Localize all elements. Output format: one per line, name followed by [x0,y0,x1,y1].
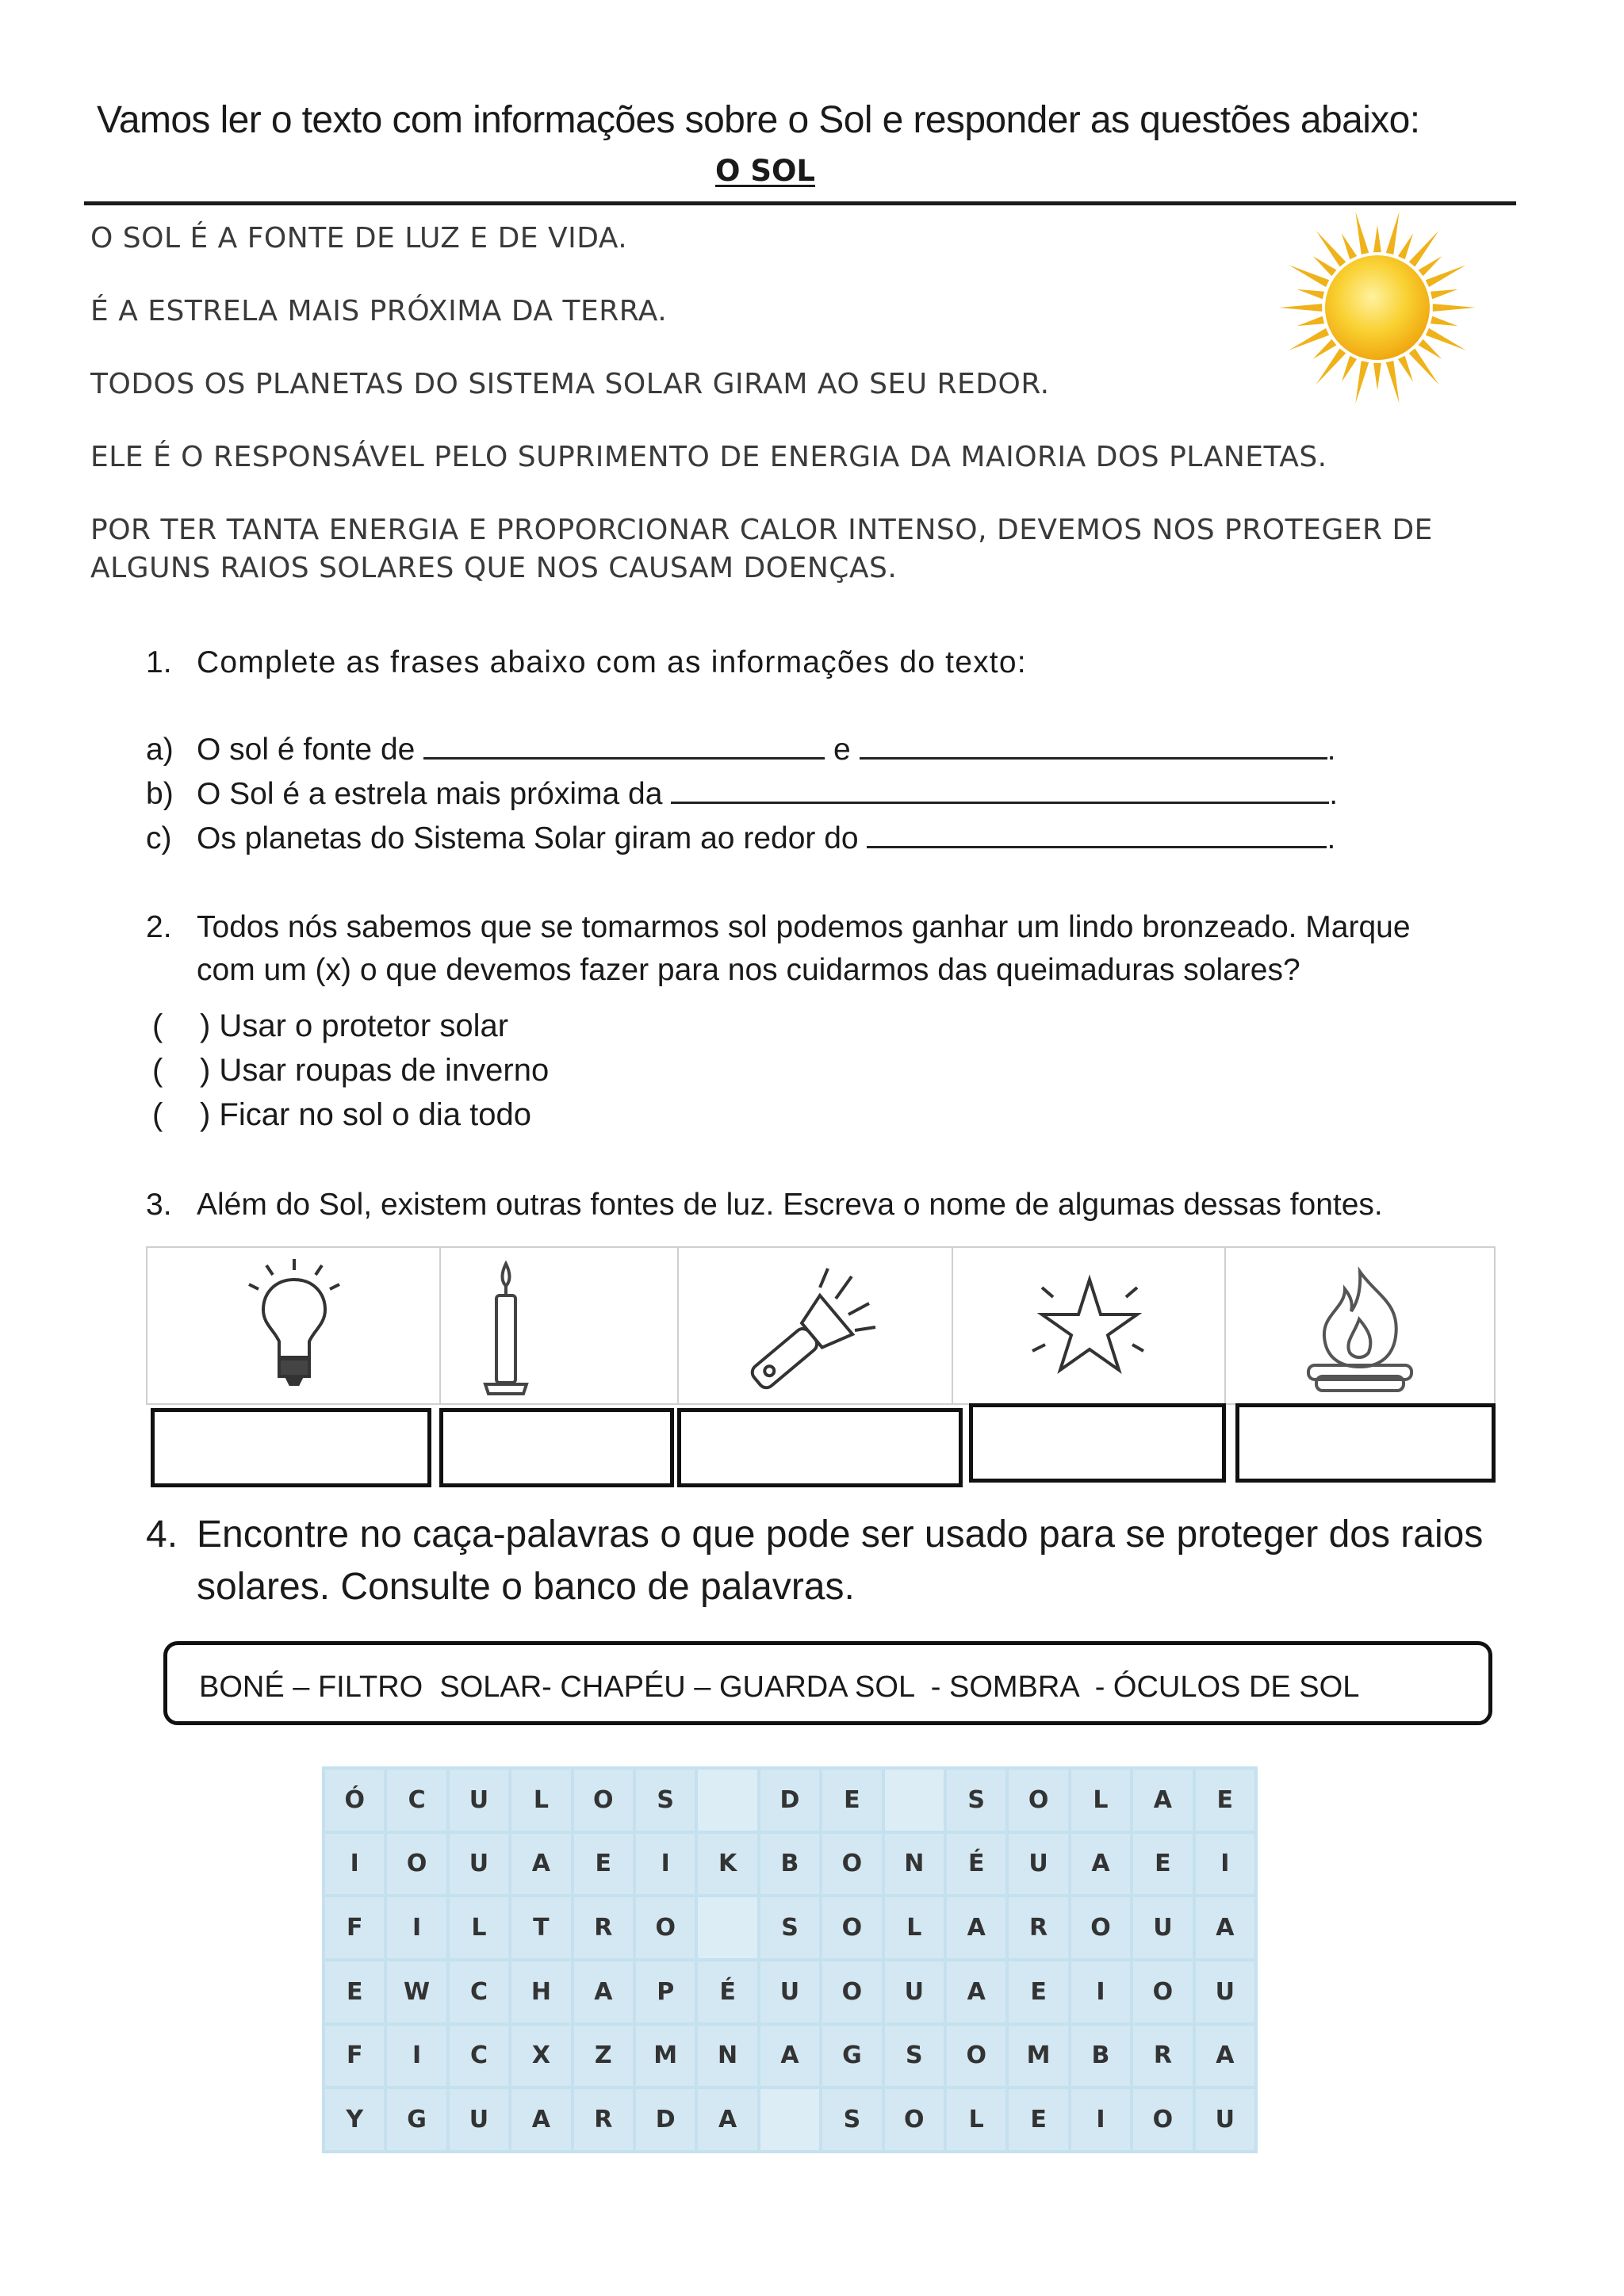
grid-cell[interactable]: P [636,1961,695,2022]
q1b-line [197,777,1338,812]
grid-cell[interactable]: E [1009,2089,1067,2150]
candle-icon [439,1246,680,1405]
grid-cell[interactable]: Z [574,2026,633,2087]
grid-cell[interactable]: É [947,1834,1005,1895]
q1c-line [197,821,1335,856]
grid-cell[interactable]: O [822,1834,881,1895]
light-bulb-icon [146,1246,442,1405]
grid-cell[interactable]: I [1071,2089,1130,2150]
option-checkbox[interactable]: ( [152,1053,163,1088]
q1c-letter: c) [146,821,172,855]
grid-cell[interactable]: A [1071,1834,1130,1895]
grid-cell[interactable]: N [885,1834,944,1895]
grid-cell[interactable]: L [947,2089,1005,2150]
grid-cell[interactable]: O [1133,2089,1192,2150]
sun-ray [1433,304,1476,312]
grid-cell[interactable]: T [511,1897,570,1958]
grid-cell[interactable]: O [1133,1961,1192,2022]
q1c-blank[interactable] [867,825,1327,848]
grid-cell[interactable]: U [1196,1961,1254,2022]
sun-ray [1342,356,1357,382]
grid-cell[interactable]: C [450,1961,508,2022]
grid-cell[interactable]: O [1009,1770,1067,1831]
q1a-end: . [1327,733,1336,767]
grid-cell[interactable]: O [822,1897,881,1958]
grid-cell[interactable]: U [760,1961,819,2022]
grid-cell[interactable]: E [574,1834,633,1895]
q2-line-1: Todos nós sabemos que se tomarmos sol podemos ganhar um lindo bronzeado. Marque [197,910,1411,944]
intro-instruction: Vamos ler o texto com informações sobre o Sol e responder as questões abaixo: [97,99,1420,141]
grid-cell[interactable]: K [698,1834,756,1895]
grid-cell[interactable]: Ó [325,1770,384,1831]
q1b-end: . [1329,777,1339,811]
reading-line-1: O SOL É A FONTE DE LUZ E DE VIDA. [90,222,628,254]
grid-cell[interactable]: M [1009,2026,1067,2087]
grid-cell[interactable]: F [325,1897,384,1958]
q1b-text: O Sol é a estrela mais próxima da [197,777,663,811]
grid-cell[interactable]: R [1133,2026,1192,2087]
grid-cell[interactable]: X [511,2026,570,2087]
grid-cell[interactable] [885,1770,944,1831]
grid-cell[interactable]: L [1071,1770,1130,1831]
grid-cell[interactable]: U [885,1961,944,2022]
sun-ray [1297,289,1324,299]
sun-ray [1297,316,1324,326]
grid-cell[interactable]: A [1196,2026,1254,2087]
q1a-line [197,733,1335,767]
sun-ray [1419,339,1442,359]
q3-text: Além do Sol, existem outras fontes de luz. Escreva o nome de algumas dessas fontes. [197,1188,1383,1222]
reading-line-5: POR TER TANTA ENERGIA E PROPORCIONAR CALOR INTENSO, DEVEMOS NOS PROTEGER DE [90,514,1433,546]
grid-cell[interactable]: E [1133,1834,1192,1895]
q1-number: 1. [146,645,172,679]
sun-ray [1342,233,1357,259]
sun-ray [1398,356,1413,382]
sun-ray [1373,363,1381,390]
sun-ray [1313,256,1337,276]
grid-cell[interactable]: R [574,2089,633,2150]
sun-ray [1426,328,1466,350]
grid-cell[interactable]: C [387,1770,446,1831]
sun-ray [1386,361,1400,404]
grid-cell[interactable]: I [1071,1961,1130,2022]
grid-cell[interactable]: I [387,2026,446,2087]
q2-number: 2. [146,910,172,944]
grid-cell[interactable]: A [698,2089,756,2150]
option-checkbox[interactable]: ( [152,1097,163,1132]
q1a-text: O sol é fonte de [197,733,416,767]
q4-number: 4. [146,1513,178,1556]
grid-cell[interactable]: A [947,1897,1005,1958]
answer-box-2[interactable] [439,1408,674,1487]
reading-line-4: ELE É O RESPONSÁVEL PELO SUPRIMENTO DE ENERGIA DA MAIORIA DOS PLANETAS. [90,441,1327,473]
q3-number: 3. [146,1188,172,1222]
campfire-icon [1224,1246,1496,1405]
q1b-letter: b) [146,777,174,811]
grid-cell[interactable]: R [574,1897,633,1958]
grid-cell[interactable]: Y [325,2089,384,2150]
reading-line-6: ALGUNS RAIOS SOLARES QUE NOS CAUSAM DOENÇAS. [90,552,898,584]
flashlight-icon [677,1246,955,1405]
grid-cell[interactable]: U [450,1770,508,1831]
grid-cell[interactable]: I [387,1897,446,1958]
grid-cell[interactable]: I [325,1834,384,1895]
grid-cell[interactable]: A [760,2026,819,2087]
grid-cell[interactable]: A [1133,1770,1192,1831]
grid-cell[interactable]: S [822,2089,881,2150]
grid-cell[interactable]: B [760,1834,819,1895]
grid-cell[interactable]: U [450,1834,508,1895]
grid-cell[interactable]: S [947,1770,1005,1831]
sun-ray [1431,316,1457,326]
sun-ray [1426,265,1466,287]
q2-option-3[interactable] [152,1097,531,1133]
sun-ray [1386,212,1400,254]
grid-cell[interactable]: F [325,2026,384,2087]
grid-cell[interactable]: U [1133,1897,1192,1958]
grid-cell[interactable]: S [636,1770,695,1831]
option-label: ) Usar o protetor solar [200,1008,509,1043]
reading-line-2: É A ESTRELA MAIS PRÓXIMA DA TERRA. [90,295,668,327]
reading-line-3: TODOS OS PLANETAS DO SISTEMA SOLAR GIRAM AO SEU REDOR. [90,368,1050,400]
sun-ray [1355,212,1369,254]
title-divider [84,201,1516,205]
q1a-blank-1[interactable] [423,737,825,760]
sun-ray [1431,289,1457,299]
sun-ray [1289,265,1329,287]
grid-cell[interactable]: H [511,1961,570,2022]
sun-ray [1398,233,1413,259]
grid-cell[interactable]: A [947,1961,1005,2022]
grid-cell[interactable]: A [511,1834,570,1895]
grid-cell[interactable]: W [387,1961,446,2022]
grid-cell[interactable]: E [1009,1961,1067,2022]
grid-cell[interactable]: G [822,2026,881,2087]
grid-cell[interactable]: S [760,1897,819,1958]
grid-cell[interactable]: I [1196,1834,1254,1895]
grid-cell[interactable]: C [450,2026,508,2087]
star-icon [952,1246,1228,1405]
sun-ray [1313,339,1337,359]
q1a-letter: a) [146,733,174,767]
grid-cell[interactable]: M [636,2026,695,2087]
word-search-grid[interactable] [322,1766,1258,2153]
grid-cell[interactable]: I [636,1834,695,1895]
word-bank: BONÉ – FILTRO SOLAR- CHAPÉU – GUARDA SOL - SOMBRA - ÓCULOS DE SOL [163,1641,1492,1725]
grid-cell[interactable]: O [636,1897,695,1958]
grid-cell[interactable]: L [511,1770,570,1831]
grid-cell[interactable]: D [636,2089,695,2150]
q1-text: Complete as frases abaixo com as informações do texto: [197,645,1027,679]
grid-cell[interactable]: U [1196,2089,1254,2150]
q2-option-2[interactable] [152,1053,549,1089]
option-checkbox[interactable]: ( [152,1008,163,1043]
answer-box-4[interactable] [969,1403,1226,1483]
grid-cell[interactable]: L [450,1897,508,1958]
sun-ray [1419,256,1442,276]
grid-cell[interactable]: A [1196,1897,1254,1958]
q4-line-2: solares. Consulte o banco de palavras. [197,1566,855,1608]
q1c-end: . [1327,821,1336,855]
text-title: O SOL [714,154,815,188]
grid-cell[interactable]: A [511,2089,570,2150]
grid-cell[interactable]: O [947,2026,1005,2087]
grid-cell[interactable]: R [1009,1897,1067,1958]
sun-icon [1270,208,1484,408]
q2-option-1[interactable] [152,1008,508,1044]
q1a-blank-2[interactable] [860,737,1327,760]
grid-cell[interactable] [698,1897,756,1958]
grid-cell[interactable] [760,2089,819,2150]
grid-cell[interactable]: O [1071,1897,1130,1958]
grid-cell[interactable]: O [574,1770,633,1831]
grid-cell[interactable]: E [822,1770,881,1831]
grid-cell[interactable]: É [698,1961,756,2022]
grid-cell[interactable]: O [387,1834,446,1895]
sun-ray [1373,225,1381,252]
grid-cell[interactable] [698,1770,756,1831]
answer-box-3[interactable] [677,1408,963,1487]
grid-cell[interactable]: O [885,2089,944,2150]
q2-line-2: com um (x) o que devemos fazer para nos cuidarmos das queimaduras solares? [197,953,1300,987]
grid-cell[interactable]: O [822,1961,881,2022]
q4-line-1: Encontre no caça-palavras o que pode ser usado para se proteger dos raios [197,1513,1484,1556]
grid-cell[interactable]: L [885,1897,944,1958]
grid-cell[interactable]: N [698,2026,756,2087]
grid-cell[interactable]: B [1071,2026,1130,2087]
option-label: ) Ficar no sol o dia todo [200,1097,531,1132]
grid-cell[interactable]: G [387,2089,446,2150]
grid-cell[interactable]: U [450,2089,508,2150]
grid-cell[interactable]: D [760,1770,819,1831]
q1a-conj: e [833,733,851,767]
q1b-blank[interactable] [671,781,1329,804]
sun-ray [1355,361,1369,404]
answer-box-1[interactable] [151,1408,431,1487]
grid-cell[interactable]: E [325,1961,384,2022]
sun-ray [1289,328,1329,350]
option-label: ) Usar roupas de inverno [200,1053,550,1088]
answer-box-5[interactable] [1235,1403,1496,1483]
sun-ray [1279,304,1322,312]
grid-cell[interactable]: E [1196,1770,1254,1831]
q1c-text: Os planetas do Sistema Solar giram ao redor do [197,821,859,855]
grid-cell[interactable]: S [885,2026,944,2087]
grid-cell[interactable]: U [1009,1834,1067,1895]
grid-cell[interactable]: A [574,1961,633,2022]
